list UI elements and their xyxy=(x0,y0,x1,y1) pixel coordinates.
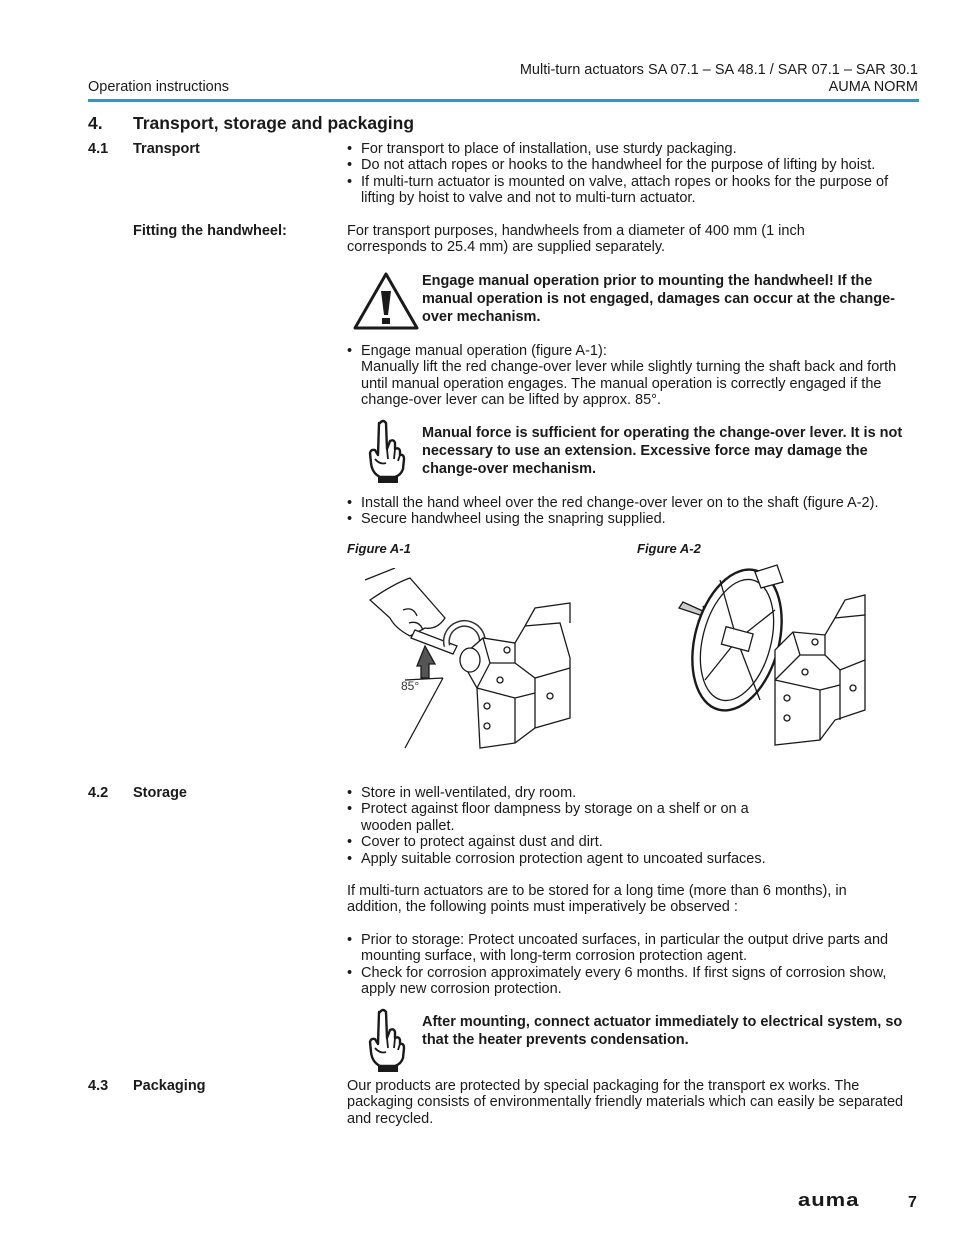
note-heater: After mounting, connect actuator immediately to electrical system, so that the heater prevents condensation. xyxy=(422,1014,903,1048)
note-manual-force: Manual force is sufficient for operating the change-over lever. It is not necessary to use an extension. Excessive force may damage the change-over mechanism. xyxy=(422,425,903,477)
list-item: • Do not attach ropes or hooks to the handwheel for the purpose of lifting by hoist. xyxy=(347,157,876,174)
angle-label: 85° xyxy=(401,679,420,693)
header-product-line2: AUMA NORM xyxy=(828,79,918,95)
header-rule xyxy=(88,99,919,102)
section-4-3-title: Packaging xyxy=(133,1078,206,1094)
longterm-storage-text: If multi-turn actuators are to be stored for a long time (more than 6 months), in addition, the following points must imperatively be observed : xyxy=(347,883,847,916)
engage-text: Manually lift the red change-over lever while slightly turning the shaft back and forth until manual operation engages. The manual operation is correctly engaged if the change-over lever can be lifted by approx. 85°. xyxy=(361,359,897,409)
packaging-text: Our products are protected by special packaging for the transport ex works. The packaging consists of environmentally friendly materials which can easily be separated and recycled. xyxy=(347,1078,904,1127)
warning-triangle-icon xyxy=(352,271,420,331)
section-4-1-number: 4.1 xyxy=(88,141,109,157)
list-item: • Apply suitable corrosion protection agent to uncoated surfaces. xyxy=(347,850,766,867)
list-item: • Protect against floor dampness by storage on a shelf or on a wooden pallet. xyxy=(347,801,749,834)
list-item: • Install the hand wheel over the red change-over lever on to the shaft (figure A-2). xyxy=(347,495,879,511)
list-item: • If multi-turn actuator is mounted on valve, attach ropes or hooks for the purpose of lifting by hoist to valve and not to multi-turn actuator. xyxy=(347,173,889,207)
pointing-hand-icon xyxy=(366,1008,406,1074)
list-item: • For transport to place of installation, use sturdy packaging. xyxy=(347,141,737,157)
figure-a1-illustration xyxy=(365,568,580,753)
storage-bullets xyxy=(347,785,777,867)
list-item: • Secure handwheel using the snapring supplied. xyxy=(347,511,666,528)
warning-text: Engage manual operation prior to mounting the handwheel! If the manual operation is not engaged, damages can occur at the change-over mechanism. xyxy=(422,273,895,325)
section-4-3-number: 4.3 xyxy=(88,1078,109,1094)
figure-a2-label: Figure A-2 xyxy=(637,541,701,556)
list-item: • Store in well-ventilated, dry room. xyxy=(347,785,577,801)
list-item: • Engage manual operation (figure A-1): xyxy=(347,343,607,359)
chapter-number: 4. xyxy=(88,113,103,133)
install-bullets xyxy=(347,495,927,528)
header-product-line1: Multi-turn actuators SA 07.1 – SA 48.1 / SAR 07.1 – SAR 30.1 xyxy=(519,62,918,78)
section-4-2-title: Storage xyxy=(133,785,187,801)
list-item: • Cover to protect against dust and dirt. xyxy=(347,834,603,851)
fitting-handwheel-text: For transport purposes, handwheels from a diameter of 400 mm (1 inch corresponds to 25.4 mm) are supplied separately. xyxy=(347,223,805,256)
section-4-2-number: 4.2 xyxy=(88,785,109,801)
pointing-hand-icon xyxy=(366,419,406,485)
chapter-title: Transport, storage and packaging xyxy=(133,113,415,133)
figure-a1-label: Figure A-1 xyxy=(347,541,411,556)
page-number: 7 xyxy=(908,1194,917,1211)
longterm-bullets xyxy=(347,932,907,998)
figure-a2-illustration xyxy=(675,560,870,755)
header-product xyxy=(520,62,918,96)
section-4-1-title: Transport xyxy=(133,141,200,157)
auma-logo: auma xyxy=(798,1188,860,1211)
header-doc-title: Operation instructions xyxy=(88,79,230,95)
list-item: • Prior to storage: Protect uncoated surfaces, in particular the output drive parts and mounting surface, with long-term corrosion protection agent. xyxy=(347,932,889,965)
fitting-handwheel-label: Fitting the handwheel: xyxy=(133,223,287,239)
engage-instructions xyxy=(347,343,922,409)
list-item: • Check for corrosion approximately every 6 months. If first signs of corrosion show, apply new corrosion protection. xyxy=(347,964,887,998)
transport-bullets xyxy=(347,141,922,207)
